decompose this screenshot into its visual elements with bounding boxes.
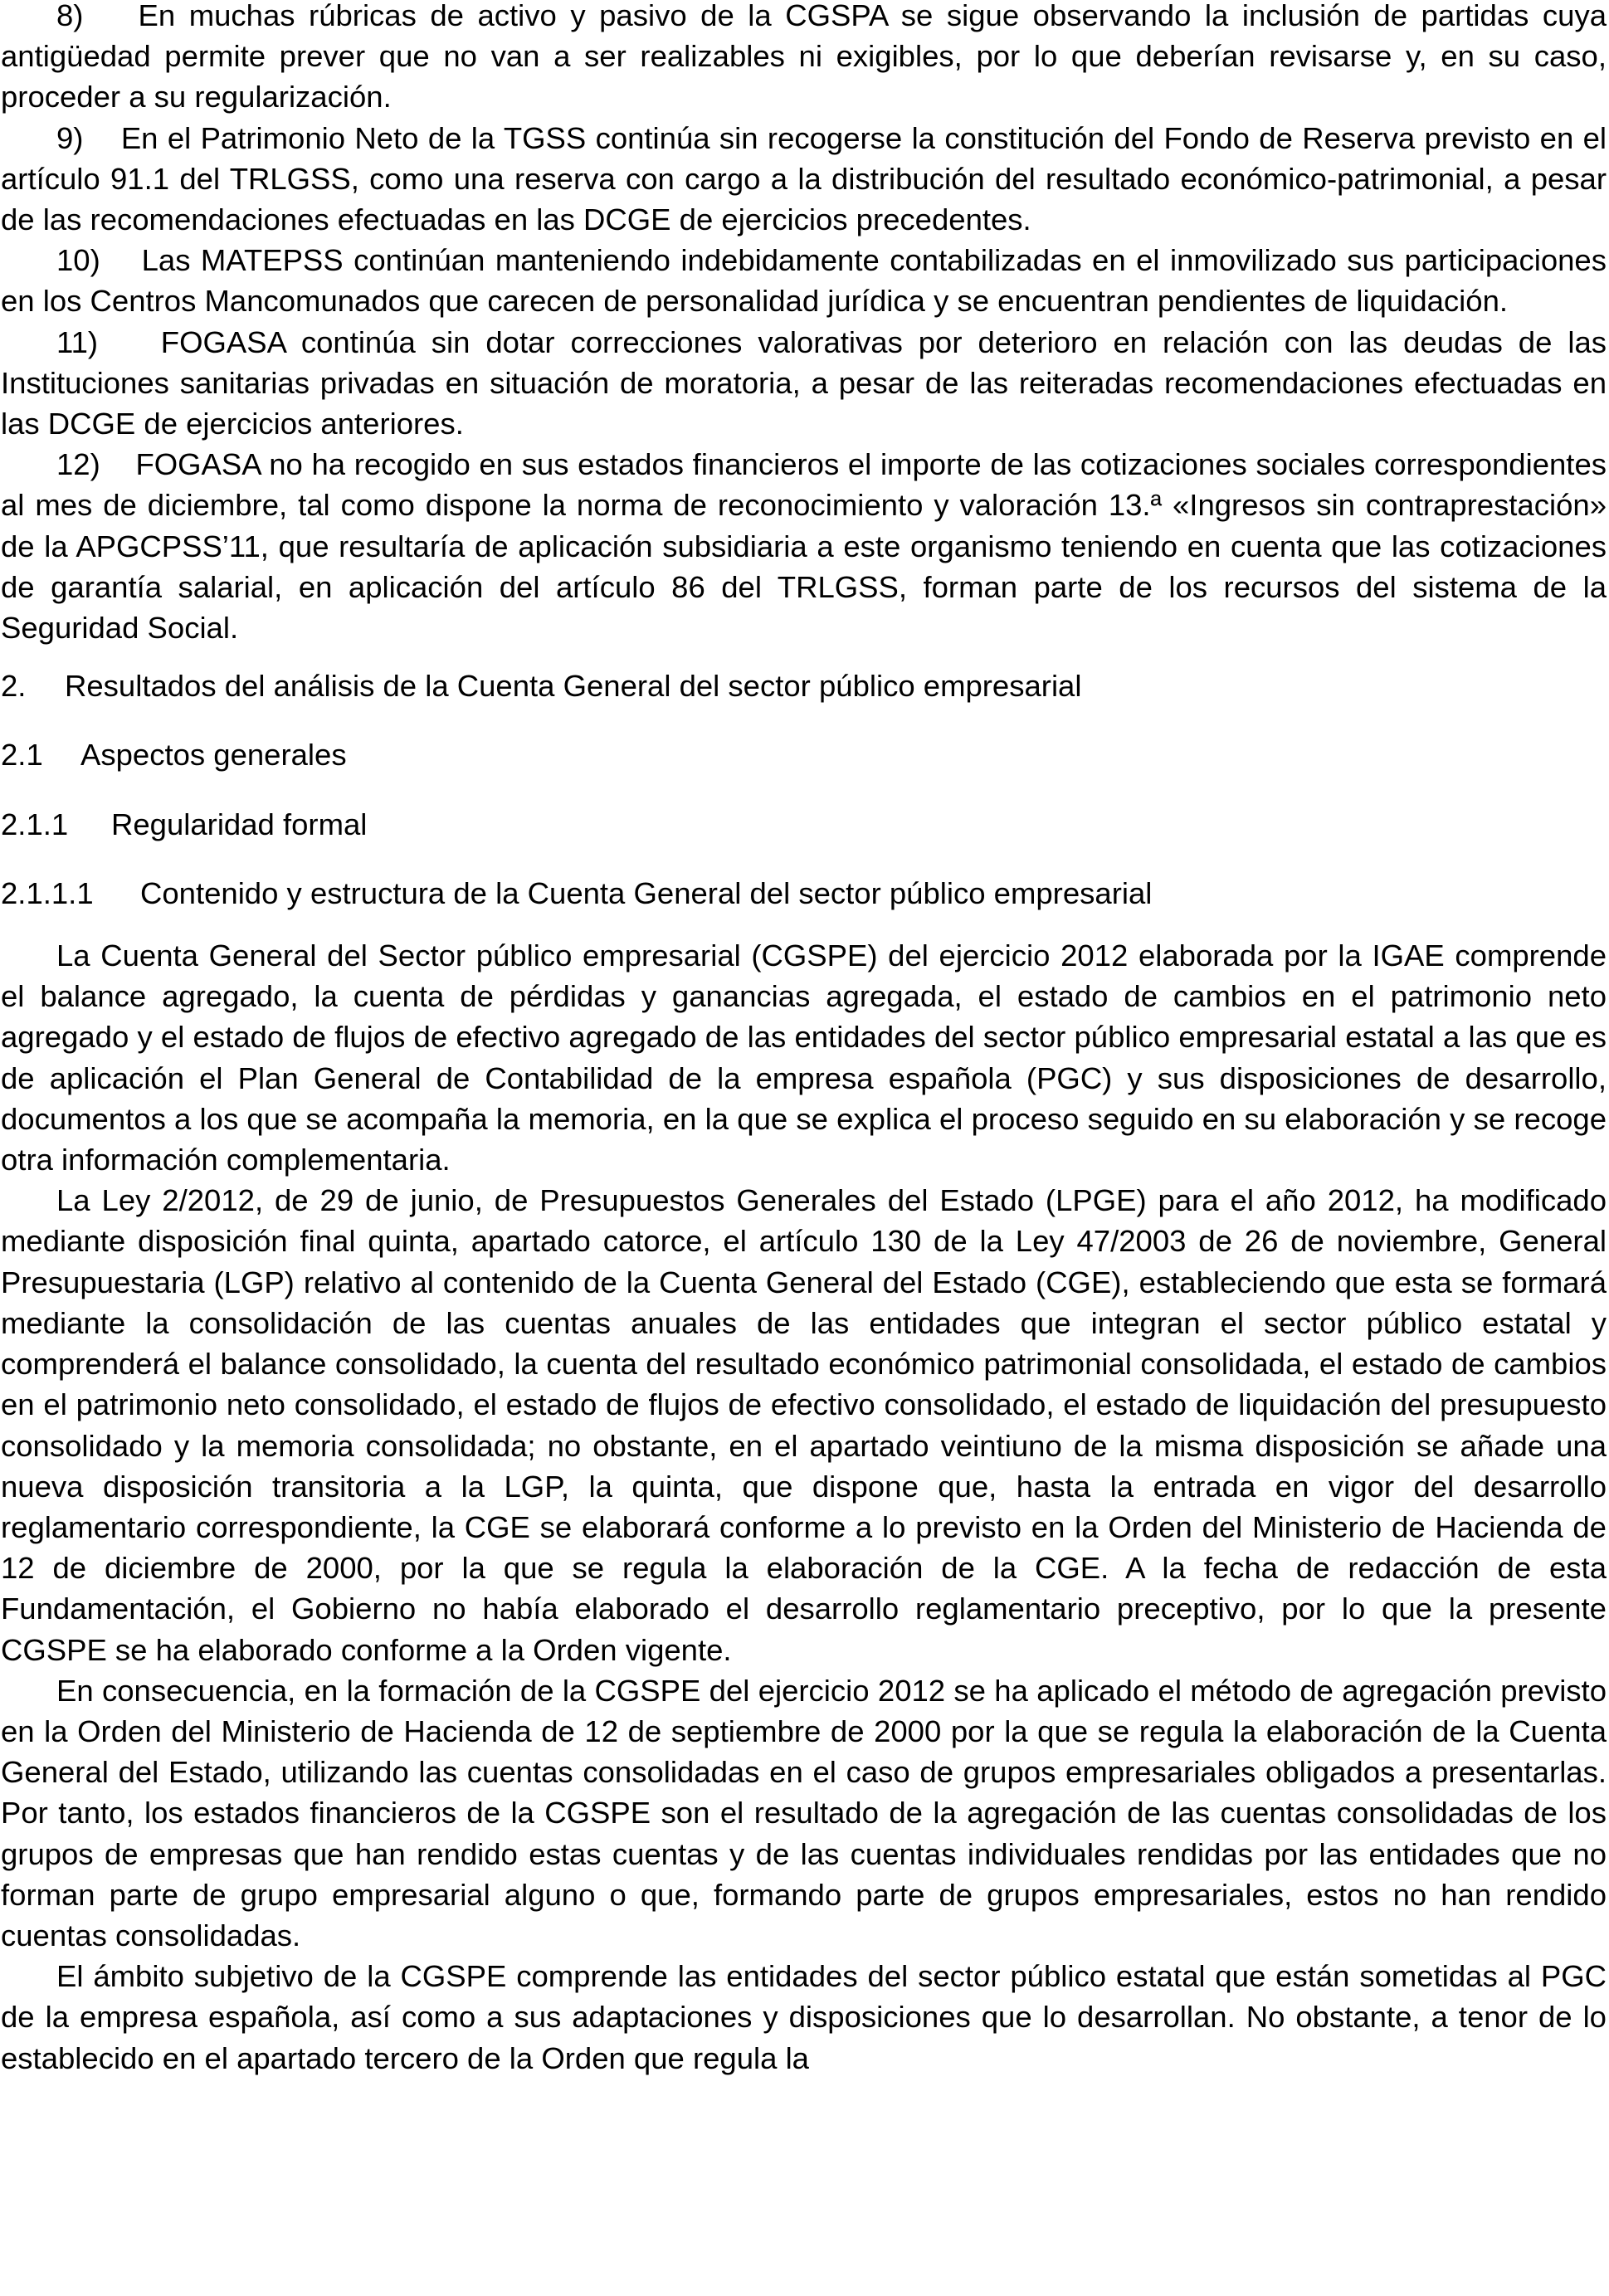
section-heading-2-1-1-1 [1,873,1607,914]
section-heading-2 [1,665,1607,706]
section-title: Resultados del análisis de la Cuenta General del sector público empresarial [65,669,1082,704]
section-number: 2. [1,669,27,704]
section-heading-2-1 [1,734,1607,775]
section-title: Aspectos generales [80,738,347,773]
numbered-item-9: 9) En el Patrimonio Neto de la TGSS continúa sin recogerse la constitución del Fondo de Reserva previsto en el artículo 91.1 del TRLGSS, como una reserva con cargo a la distribución del resultado económico-patrimonial, a pesar de las recomendaciones efectuadas en las DCGE de ejercicios precedentes. [1,120,1607,237]
numbered-item-11: 11) FOGASA continúa sin dotar correcciones valorativas por deterioro en relación con las deudas de las Instituciones sanitarias privadas en situación de moratoria, a pesar de las reiteradas recomendaciones efectuadas en las DCGE de ejercicios anteriores. [1,324,1607,441]
section-number: 2.1.1.1 [1,875,94,910]
section-number: 2.1.1 [1,807,69,841]
numbered-item-8: 8) En muchas rúbricas de activo y pasivo de la CGSPA se sigue observando la inclusión de partidas cuya antigüedad permite prever que no van a ser realizables ni exigibles, por lo que deberían revisarse y, en su caso, proceder a su regularización. [1,0,1607,115]
body-paragraph-cgspe-contents: La Cuenta General del Sector público empresarial (CGSPE) del ejercicio 2012 elaborada por la IGAE comprende el balance agregado, la cuenta de pérdidas y ganancias agregada, el estado de cambios en el patrimonio neto agregado y el estado de flujos de efectivo agregado de las entidades del sector público empresarial estatal a las que es de aplicación el Plan General de Contabilidad de la empresa española (PGC) y sus disposiciones de desarrollo, documentos a los que se acompaña la memoria, en la que se explica el proceso seguido en su elaboración y se recoge otra información complementaria. [1,938,1607,1177]
section-title: Contenido y estructura de la Cuenta General del sector público empresarial [140,875,1153,910]
section-heading-2-1-1 [1,804,1607,845]
section-number: 2.1 [1,738,43,773]
numbered-item-10: 10) Las MATEPSS continúan manteniendo indebidamente contabilizadas en el inmovilizado sus participaciones en los Centros Mancomunados que carecen de personalidad jurídica y se encuentran pendientes de liquidación. [1,243,1607,319]
body-paragraph-lpge-2012: La Ley 2/2012, de 29 de junio, de Presupuestos Generales del Estado (LPGE) para el año 2012, ha modificado mediante disposición final quinta, apartado catorce, el artículo 130 de la Ley 47/2003 de 26 de noviembre, General Presupuestaria (LGP) relativo al contenido de la Cuenta General del Estado (CGE), estableciendo que esta se formará mediante la consolidación de las cuentas anuales de las entidades que integran el sector público estatal y comprenderá el balance consolidado, la cuenta del resultado económico patrimonial consolidada, el estado de cambios en el patrimonio neto consolidado, el estado de flujos de efectivo consolidado, el estado de liquidación del presupuesto consolidado y la memoria consolidada; no obstante, en el apartado veintiuno de la misma disposición se añade una nueva disposición transitoria a la LGP, la quinta, que dispone que, hasta la entrada en vigor del desarrollo reglamentario correspondiente, la CGE se elaborará conforme a lo previsto en la Orden del Ministerio de Hacienda de 12 de diciembre de 2000, por la que se regula la elaboración de la CGE. A la fecha de redacción de esta Fundamentación, el Gobierno no había elaborado el desarrollo reglamentario preceptivo, por lo que la presente CGSPE se ha elaborado conforme a la Orden vigente. [1,1183,1607,1667]
section-title: Regularidad formal [111,807,368,841]
body-paragraph-subjective-scope: El ámbito subjetivo de la CGSPE comprende las entidades del sector público estatal que están sometidas al PGC de la empresa española, así como a sus adaptaciones y disposiciones que lo desarrollan. No obstante, a tenor de lo establecido en el apartado tercero de la Orden que regula la [1,1959,1607,2075]
body-paragraph-aggregation-method: En consecuencia, en la formación de la CGSPE del ejercicio 2012 se ha aplicado el método de agregación previsto en la Orden del Ministerio de Hacienda de 12 de septiembre de 2000 por la que se regula la elaboración de la Cuenta General del Estado, utilizando las cuentas consolidadas en el caso de grupos empresariales obligados a presentarlas. Por tanto, los estados financieros de la CGSPE son el resultado de la agregación de las cuentas consolidadas de los grupos de empresas que han rendido estas cuentas y de las cuentas individuales rendidas por las entidades que no forman parte de grupo empresarial alguno o que, formando parte de grupos empresariales, estos no han rendido cuentas consolidadas. [1,1673,1607,1952]
numbered-item-12: 12) FOGASA no ha recogido en sus estados financieros el importe de las cotizaciones sociales correspondientes al mes de diciembre, tal como dispone la norma de reconocimiento y valoración 13.ª «Ingresos sin contraprestación» de la APGCPSS’11, que resultaría de aplicación subsidiaria a este organismo teniendo en cuenta que las cotizaciones de garantía salarial, en aplicación del artículo 86 del TRLGSS, forman parte de los recursos del sistema de la Seguridad Social. [1,447,1607,646]
